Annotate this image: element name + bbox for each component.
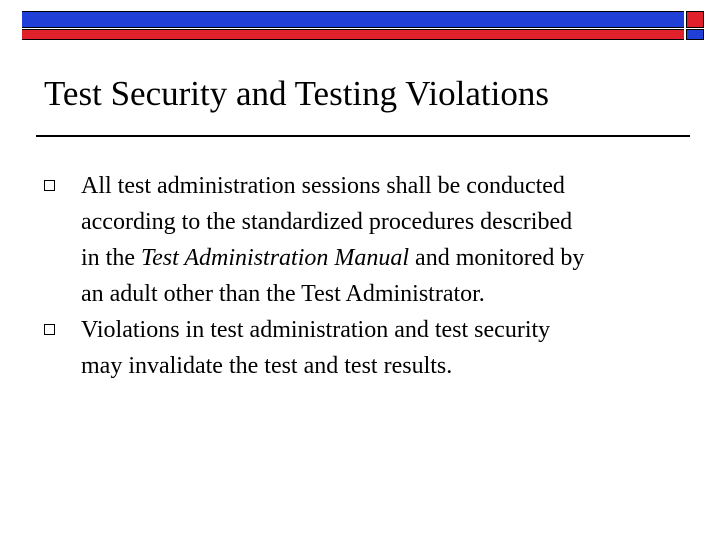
bullet-line	[81, 240, 684, 276]
title-divider	[36, 135, 690, 137]
hollow-square-bullet-icon	[44, 324, 55, 335]
bullet-text: and monitored by	[409, 245, 585, 271]
header-bar-red	[22, 29, 684, 40]
bullet-item	[44, 168, 684, 312]
header-bar-blue	[22, 11, 684, 28]
hollow-square-bullet-icon	[44, 180, 55, 191]
manual-title-italic: Test Administration Manual	[141, 245, 410, 271]
bullet-line: an adult other than the Test Administrator.	[81, 281, 485, 307]
header-square-blue	[686, 29, 704, 40]
bullet-line: Violations in test administration and test security	[81, 317, 551, 343]
bullet-list	[44, 168, 684, 384]
bullet-text: in the	[81, 245, 141, 271]
header-square-red	[686, 11, 704, 28]
bullet-line: All test administration sessions shall be conducted	[81, 173, 565, 199]
bullet-item	[44, 312, 684, 384]
bullet-line: according to the standardized procedures described	[81, 209, 573, 235]
bullet-line: may invalidate the test and test results.	[81, 353, 453, 379]
slide-title: Test Security and Testing Violations	[44, 74, 549, 113]
